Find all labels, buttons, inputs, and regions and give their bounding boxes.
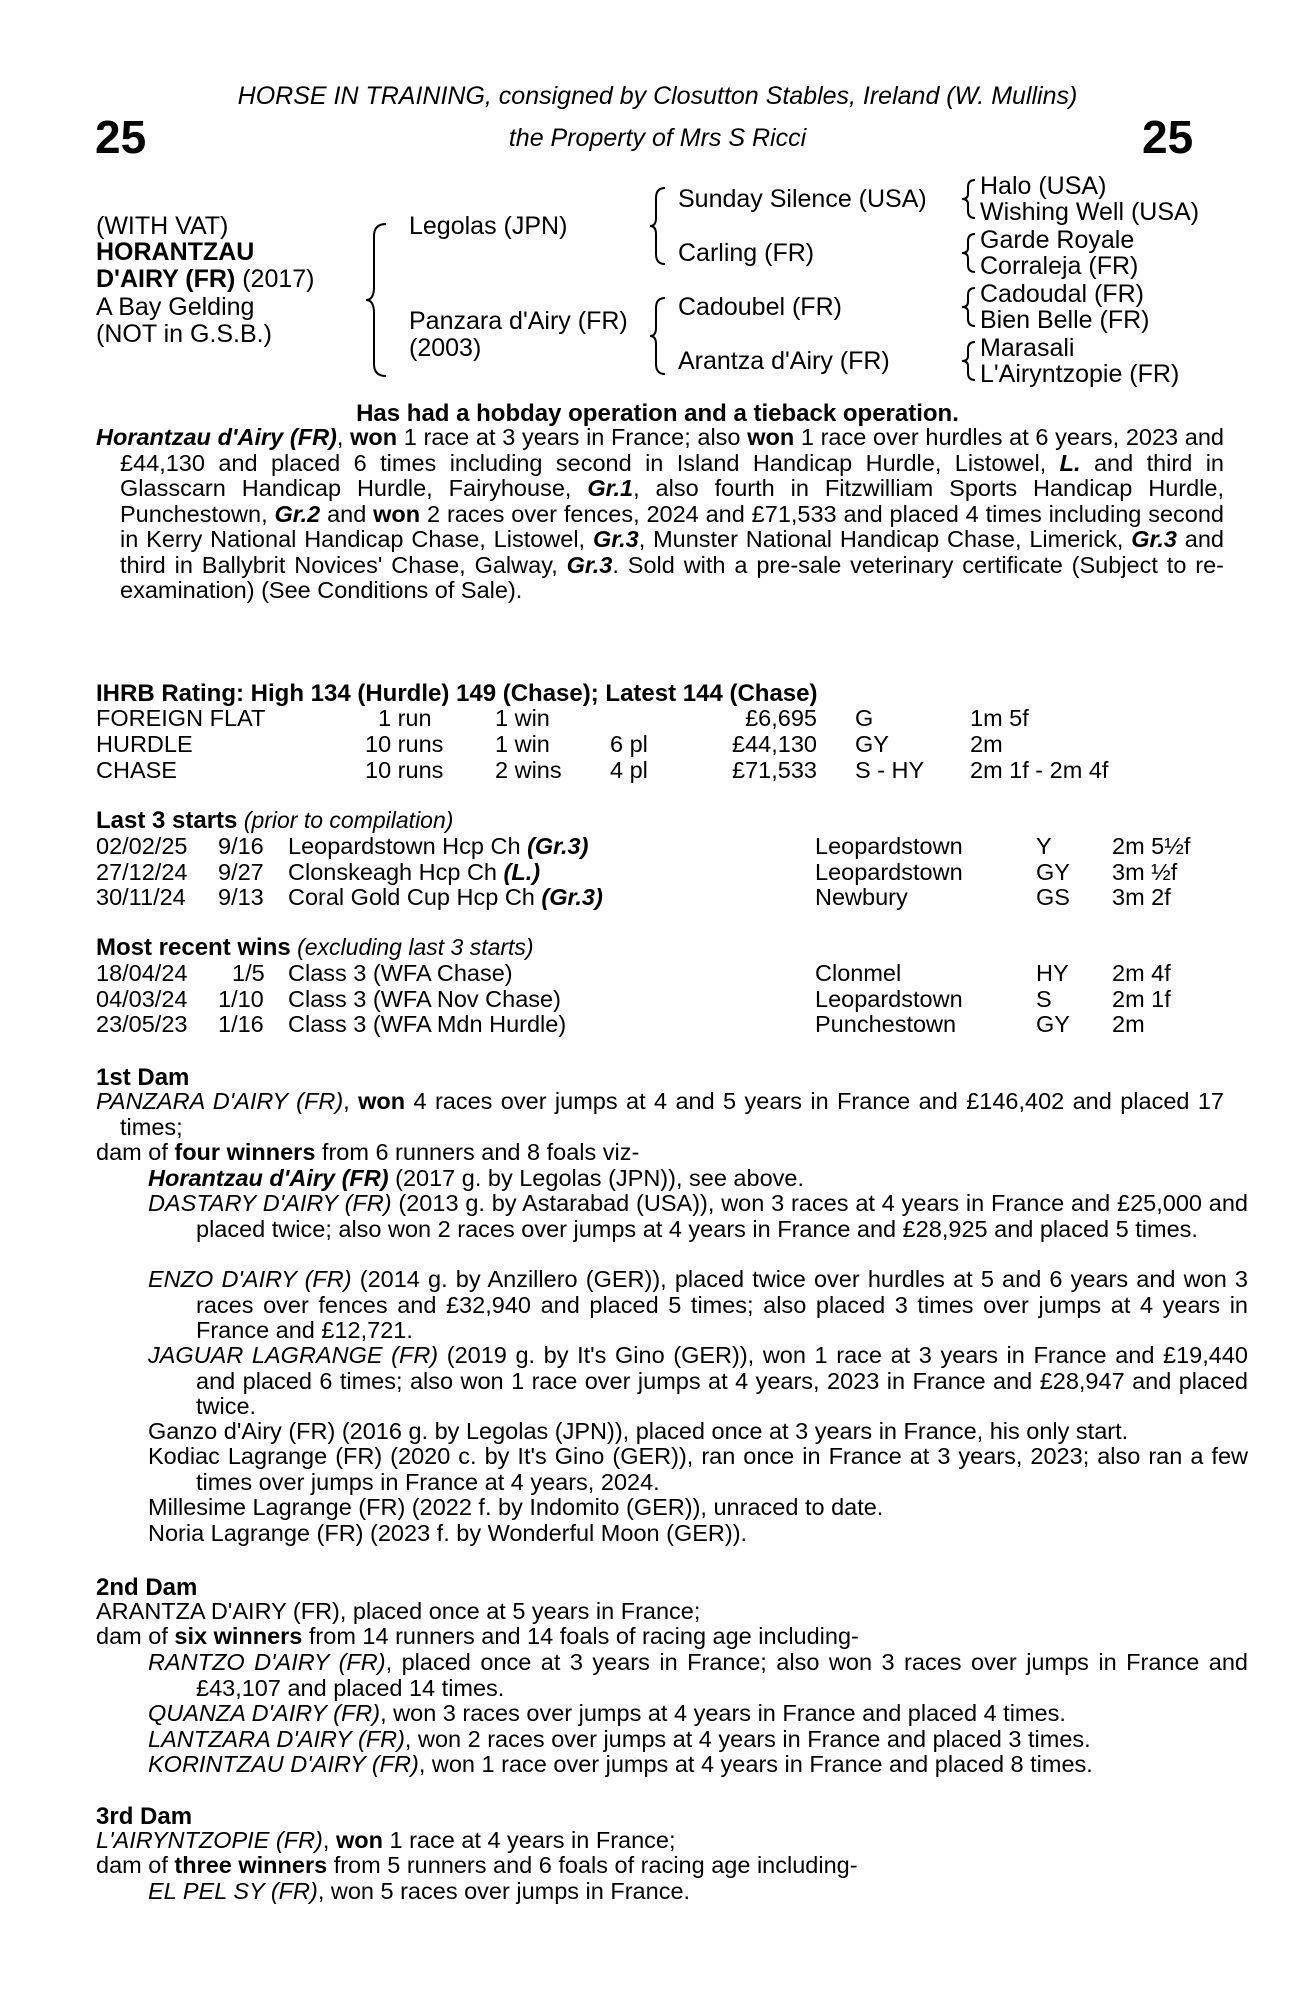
produce-text: , won 1 race over jumps at 4 years in France and placed 8 times. <box>418 1751 1093 1777</box>
record-text: dam of <box>96 1623 175 1649</box>
start-course: Newbury <box>815 884 908 910</box>
record-text: from 5 runners and 6 foals of racing age including- <box>327 1852 858 1878</box>
win-position: 1/16 <box>218 1011 264 1037</box>
produce-item <box>148 1879 690 1905</box>
produce-text: , won 2 races over jumps at 4 years in France and placed 3 times. <box>404 1726 1091 1752</box>
dam2-title: 2nd Dam <box>96 1574 198 1601</box>
sire-bracket <box>650 188 665 264</box>
dam3-title: 3rd Dam <box>96 1803 193 1830</box>
main-bracket <box>366 224 386 376</box>
produce-text: (2013 g. by Astarabad (USA)), won 3 races at 4 years in France and £25,000 and placed twice; also won 2 races over jumps at 4 years in France and £28,925 and placed 5 times. <box>196 1190 1249 1242</box>
produce-item <box>148 1727 1091 1753</box>
start-going: GS <box>1036 884 1070 910</box>
win-race: Class 3 (WFA Chase) <box>288 960 513 986</box>
win-going: S <box>1036 986 1052 1012</box>
produce-name: QUANZA D'AIRY (FR) <box>148 1700 381 1726</box>
summary-text: , <box>336 424 351 450</box>
rating-distance: 1m 5f <box>970 705 1029 731</box>
ss-sire: Halo (USA) <box>980 172 1107 200</box>
produce-item <box>148 1343 1248 1420</box>
lot-number-left: 25 <box>95 111 147 163</box>
rating-money: £44,130 <box>732 731 817 757</box>
produce-item: Ganzo d'Airy (FR) (2016 g. by Legolas (JPN)), placed once at 3 years in France, his only start. <box>148 1418 1129 1444</box>
dam3-produce-summary <box>96 1853 858 1879</box>
grade-badge: (Gr.3) <box>541 884 603 910</box>
rating-placed: 4 pl <box>610 757 648 783</box>
summary-won: won <box>747 424 795 450</box>
record-text: from 6 runners and 8 foals viz- <box>315 1139 640 1165</box>
grade-badge: (L.) <box>503 859 541 885</box>
record-text: 4 races over jumps at 4 and 5 years in France and £146,402 and placed 17 times; <box>120 1088 1224 1140</box>
horse-foaling-year: (2017) <box>235 265 315 293</box>
win-distance: 2m <box>1112 1011 1145 1037</box>
gsb-status: (NOT in G.S.B.) <box>96 320 272 348</box>
win-position: 1/10 <box>218 986 264 1012</box>
operation-note: Has had a hobday operation and a tieback operation. <box>356 400 959 427</box>
record-text: , <box>343 1088 359 1114</box>
ds-bracket <box>962 288 975 326</box>
record-text: dam of <box>96 1852 175 1878</box>
rating-type: FOREIGN FLAT <box>96 705 266 731</box>
produce-name: LANTZARA D'AIRY (FR) <box>148 1726 405 1752</box>
rating-runs: 10 runs <box>365 731 444 757</box>
produce-name: Horantzau d'Airy (FR) <box>148 1165 389 1191</box>
produce-text: , won 5 races over jumps in France. <box>317 1878 691 1904</box>
race-summary <box>96 425 1224 604</box>
produce-text: (2014 g. by Anzillero (GER)), placed twice over hurdles at 5 and 6 years and won 3 races over fences and £32,940 and placed 5 times; also placed 3 times over jumps at 4 years in France and £12,721. <box>196 1266 1248 1343</box>
produce-item: Millesime Lagrange (FR) (2022 f. by Indomito (GER)), unraced to date. <box>148 1494 884 1520</box>
produce-name: EL PEL SY (FR) <box>148 1878 318 1904</box>
win-date: 23/05/23 <box>96 1011 188 1037</box>
summary-won: won <box>350 424 398 450</box>
dd-bracket <box>962 342 975 380</box>
rating-placed: 6 pl <box>610 731 648 757</box>
grade-badge: Gr.3 <box>592 526 639 552</box>
start-distance: 3m ½f <box>1112 859 1178 885</box>
rating-type: HURDLE <box>96 731 193 757</box>
produce-name: RANTZO D'AIRY (FR) <box>148 1649 386 1675</box>
grade-badge: L. <box>1059 449 1081 476</box>
summary-text: and third in Ballybrit Novices' Chase, Galway, <box>120 526 1224 578</box>
last3-heading <box>96 807 453 835</box>
grade-badge: Gr.3 <box>1131 526 1177 552</box>
start-date: 27/12/24 <box>96 859 188 885</box>
sire-name: Legolas (JPN) <box>409 212 568 240</box>
horse-name-suffix: D'AIRY (FR) <box>96 265 236 293</box>
win-distance: 2m 1f <box>1112 986 1171 1012</box>
start-date: 30/11/24 <box>96 884 186 910</box>
sire-sire: Sunday Silence (USA) <box>678 185 927 213</box>
rating-going: G <box>855 705 874 731</box>
produce-item <box>148 1166 1248 1192</box>
last3-subtitle: (prior to compilation) <box>237 807 454 833</box>
summary-text: . Sold with a pre-sale veterinary certificate (Subject to re-examination) (See Conditions of Sale). <box>120 551 1224 603</box>
sd-bracket <box>962 234 975 272</box>
summary-text: 1 race over hurdles at 6 years, 2023 and £44,130 and placed 6 times including second in Island Handicap Hurdle, Listowel, <box>120 424 1224 476</box>
rating-runs: 10 runs <box>365 757 444 783</box>
record-text: 1 race at 4 years in France; <box>382 1827 676 1853</box>
win-date: 04/03/24 <box>96 986 188 1012</box>
summary-text: and third in Glasscarn Handicap Hurdle, Fairyhouse, <box>120 449 1224 501</box>
record-text: , <box>322 1827 336 1853</box>
rating-type: CHASE <box>96 757 177 783</box>
horse-description: A Bay Gelding <box>96 293 255 321</box>
horse-name-ref: Horantzau d'Airy (FR) <box>96 424 337 450</box>
summary-won: won <box>373 500 421 527</box>
win-date: 18/04/24 <box>96 960 188 986</box>
win-course: Clonmel <box>815 960 902 986</box>
dam-name: L'AIRYNTZOPIE (FR) <box>96 1827 323 1853</box>
start-race <box>288 884 603 911</box>
produce-item: Noria Lagrange (FR) (2023 f. by Wonderful Moon (GER)). <box>148 1520 748 1546</box>
last3-title: Last 3 starts <box>96 807 238 834</box>
summary-text: and <box>320 500 374 527</box>
start-position: 9/16 <box>218 833 264 859</box>
recent-subtitle: (excluding last 3 starts) <box>290 934 534 960</box>
produce-text: (2019 g. by It's Gino (GER)), won 1 race at 3 years in France and £19,440 and placed 6 times; also won 1 race over jumps at 4 years, 2023 in France and £28,947 and placed twice. <box>196 1342 1248 1419</box>
dam2-produce-summary <box>96 1624 859 1650</box>
rating-title: IHRB Rating: High 134 (Hurdle) 149 (Chase); Latest 144 (Chase) <box>96 680 818 707</box>
summary-text: 1 race at 3 years in France; also <box>397 424 748 450</box>
start-going: GY <box>1036 859 1070 885</box>
produce-name: ENZO D'AIRY (FR) <box>148 1266 352 1292</box>
rating-money: £6,695 <box>745 705 817 731</box>
ds-sire: Cadoudal (FR) <box>980 280 1144 308</box>
rating-wins: 1 win <box>495 731 550 757</box>
produce-item <box>148 1701 1066 1727</box>
record-won: won <box>335 1827 383 1853</box>
win-course: Leopardstown <box>815 986 963 1012</box>
win-position: 1/5 <box>232 960 265 986</box>
produce-item <box>148 1752 1093 1778</box>
start-distance: 3m 2f <box>1112 884 1171 910</box>
produce-item: Kodiac Lagrange (FR) (2020 c. by It's Gino (GER)), ran once in France at 3 years, 2023; also ran a few times over jumps in France at 4 years, 2024. <box>148 1443 1248 1495</box>
rating-runs: 1 run <box>378 705 432 731</box>
record-text: dam of <box>96 1139 175 1165</box>
start-course: Leopardstown <box>815 833 963 859</box>
win-going: GY <box>1036 1011 1070 1037</box>
race-name: Coral Gold Cup Hcp Ch <box>288 884 542 910</box>
winners-count: three winners <box>174 1852 328 1878</box>
rating-wins: 1 win <box>495 705 550 731</box>
property-line: the Property of Mrs S Ricci <box>508 124 807 152</box>
produce-text: (2017 g. by Legolas (JPN)), see above. <box>388 1165 804 1191</box>
grade-badge: Gr.3 <box>566 551 613 578</box>
winners-count: four winners <box>174 1139 316 1165</box>
produce-item <box>148 1191 1248 1242</box>
record-won: won <box>358 1088 406 1114</box>
grade-badge: Gr.2 <box>274 500 321 527</box>
start-race <box>288 833 588 860</box>
win-race: Class 3 (WFA Mdn Hurdle) <box>288 1011 567 1037</box>
start-going: Y <box>1036 833 1052 859</box>
grade-badge: Gr.1 <box>587 475 634 501</box>
rating-money: £71,533 <box>732 757 817 783</box>
sd-dam: Corraleja (FR) <box>980 252 1139 280</box>
dam-name: PANZARA D'AIRY (FR) <box>96 1088 344 1114</box>
recent-heading <box>96 934 534 962</box>
start-distance: 2m 5½f <box>1112 833 1191 859</box>
produce-name: DASTARY D'AIRY (FR) <box>148 1190 392 1216</box>
dam-sire: Cadoubel (FR) <box>678 293 842 321</box>
dam-name: Panzara d'Airy (FR) <box>409 307 628 335</box>
grade-badge: (Gr.3) <box>527 833 589 859</box>
dam-dam: Arantza d'Airy (FR) <box>678 347 890 375</box>
rating-wins: 2 wins <box>495 757 562 783</box>
produce-text: , placed once at 3 years in France; also won 3 races over jumps in France and £43,107 and placed 14 times. <box>196 1649 1248 1701</box>
produce-text: , won 3 races over jumps at 4 years in France and placed 4 times. <box>380 1700 1066 1726</box>
consignor-line: HORSE IN TRAINING, consigned by Closutton Stables, Ireland (W. Mullins) <box>237 82 1078 110</box>
dam1-title: 1st Dam <box>96 1064 190 1091</box>
summary-text: 2 races over fences, 2024 and £71,533 and placed 4 times including second in Kerry National Handicap Chase, Listowel, <box>120 500 1224 552</box>
dd-sire: Marasali <box>980 334 1075 362</box>
start-position: 9/27 <box>218 859 264 885</box>
dam2-record: ARANTZA D'AIRY (FR), placed once at 5 years in France; <box>96 1598 701 1624</box>
win-race: Class 3 (WFA Nov Chase) <box>288 986 561 1012</box>
produce-name: JAGUAR LAGRANGE (FR) <box>148 1342 439 1368</box>
ss-dam: Wishing Well (USA) <box>980 198 1200 226</box>
produce-name: KORINTZAU D'AIRY (FR) <box>148 1751 419 1777</box>
dam3-record <box>96 1828 676 1854</box>
produce-item <box>148 1650 1248 1701</box>
horse-name-line1: HORANTZAU <box>96 238 255 266</box>
rating-distance: 2m <box>970 731 1003 757</box>
dd-dam: L'Airyntzopie (FR) <box>980 360 1180 388</box>
win-course: Punchestown <box>815 1011 957 1037</box>
start-course: Leopardstown <box>815 859 963 885</box>
sire-dam: Carling (FR) <box>678 239 815 267</box>
dam-foaling-year: (2003) <box>409 334 482 362</box>
rating-distance: 2m 1f - 2m 4f <box>970 757 1109 783</box>
start-date: 02/02/25 <box>96 833 188 859</box>
race-name: Leopardstown Hcp Ch <box>288 833 528 859</box>
dam1-produce-summary <box>96 1140 639 1166</box>
start-race <box>288 859 540 886</box>
summary-text: , Munster National Handicap Chase, Limerick, <box>638 526 1132 552</box>
win-distance: 2m 4f <box>1112 960 1171 986</box>
winners-count: six winners <box>174 1623 303 1649</box>
vat-label: (WITH VAT) <box>96 212 229 240</box>
race-name: Clonskeagh Hcp Ch <box>288 859 504 885</box>
rating-going: S - HY <box>855 757 925 783</box>
sd-sire: Garde Royale <box>980 226 1135 254</box>
rating-going: GY <box>855 731 889 757</box>
ss-bracket <box>962 180 975 218</box>
win-going: HY <box>1036 960 1069 986</box>
ds-dam: Bien Belle (FR) <box>980 306 1150 334</box>
start-position: 9/13 <box>218 884 264 910</box>
recent-title: Most recent wins <box>96 934 291 961</box>
summary-text: , also fourth in Fitzwilliam Sports Handicap Hurdle, Punchestown, <box>120 475 1224 527</box>
dam-bracket <box>650 298 665 374</box>
record-text: from 14 runners and 14 foals of racing age including- <box>302 1623 859 1649</box>
lot-number-right: 25 <box>1142 111 1194 163</box>
dam1-record <box>96 1089 1224 1140</box>
produce-item <box>148 1267 1248 1344</box>
